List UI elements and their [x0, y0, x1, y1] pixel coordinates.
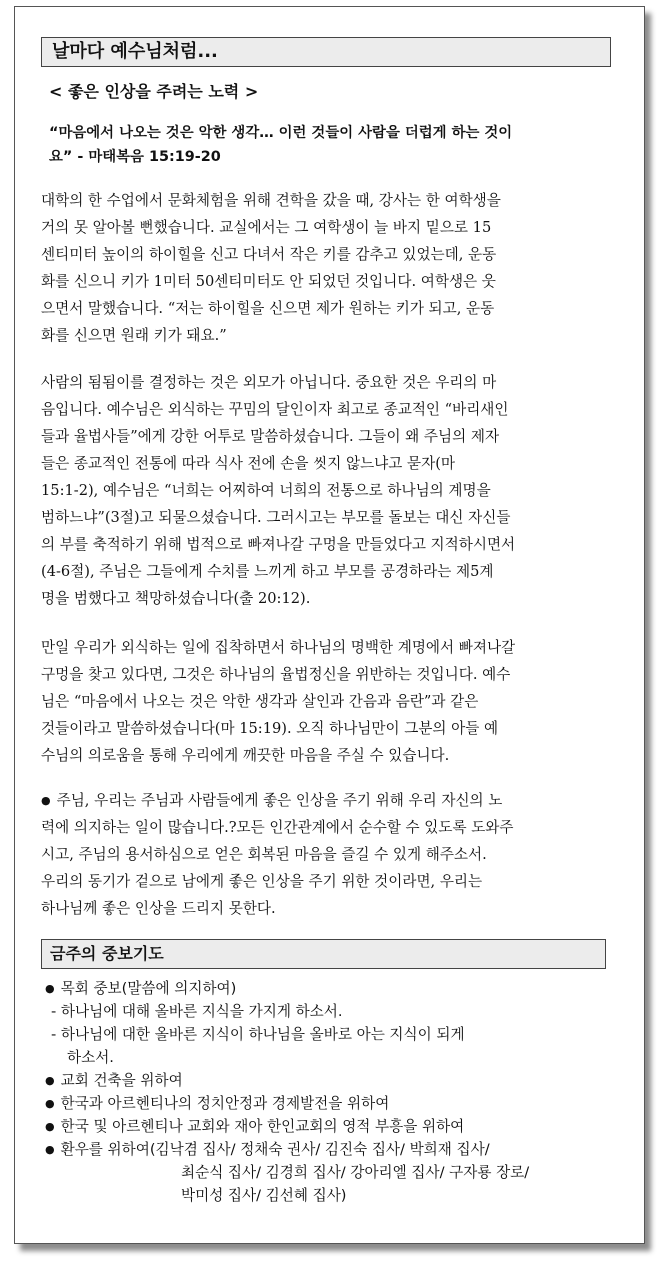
- list-item: [41, 1115, 622, 1138]
- bullet-icon: ●: [45, 982, 55, 995]
- bullet-icon: ●: [41, 794, 51, 807]
- text-line: 님은 “마음에서 나오는 것은 악한 생각과 살인과 간음과 음란”과 같은: [41, 693, 479, 710]
- list-item-text: 목회 중보(말씀에 의지하여): [60, 980, 237, 997]
- text-line: 의 부를 축적하기 위해 법적으로 빠져나갈 구멍을 만들었다고 지적하시면서: [41, 536, 516, 553]
- list-item-text: 환우를 위하여(김낙겸 집사/ 정채숙 권사/ 김진숙 집사/ 박희재 집사/: [60, 1141, 490, 1158]
- text-line: 구멍을 찾고 있다면, 그것은 하나님의 율법정신을 위반하는 것입니다. 예수: [41, 666, 511, 683]
- scripture-verse: [41, 121, 622, 169]
- paragraph-1: [41, 187, 622, 349]
- text-line: 시고, 주님의 용서하심으로 얻은 회복된 마음을 즐길 수 있게 해주소서.: [41, 846, 487, 863]
- text-line: 화를 신으니 키가 1미터 50센티미터도 안 되었던 것입니다. 여학생은 웃: [41, 273, 496, 290]
- text-line: 거의 못 알아볼 뻔했습니다. 교실에서는 그 여학생이 늘 바지 밑으로 15: [41, 219, 492, 236]
- list-item-continued: 최순식 집사/ 김경희 집사/ 강아리엘 집사/ 구자룡 장로/: [181, 1164, 530, 1181]
- prayer-section-header: [41, 939, 606, 969]
- text-line: 화를 신으면 원래 키가 돼요.”: [41, 327, 227, 344]
- bullet-icon: ●: [45, 1074, 55, 1087]
- paragraph-2: [41, 369, 622, 612]
- list-subitem-continued: 하소서.: [67, 1049, 114, 1066]
- text-line: 만일 우리가 외식하는 일에 집착하면서 하나님의 명백한 계명에서 빠져나갈: [41, 639, 516, 656]
- list-item: [41, 977, 622, 1000]
- list-item: [41, 1138, 622, 1161]
- text-line: 것들이라고 말씀하셨습니다(마 15:19). 오직 하나님만이 그분의 아들 예: [41, 720, 499, 737]
- text-line-content: 주님, 우리는 주님과 사람들에게 좋은 인상을 주기 위해 우리 자신의 노: [56, 792, 503, 809]
- text-line: 하나님께 좋은 인상을 드리지 못한다.: [41, 900, 276, 917]
- list-item-continued: 박미성 집사/ 김선혜 집사): [181, 1187, 347, 1204]
- bulletin-page: [14, 6, 645, 1244]
- bullet-icon: ●: [45, 1097, 55, 1110]
- section-title: 날마다 예수님처럼...: [52, 41, 218, 62]
- text-line: 대학의 한 수업에서 문화체험을 위해 견학을 갔을 때, 강사는 한 여학생을: [41, 192, 501, 209]
- list-item: [41, 1069, 622, 1092]
- prayer-list: [41, 977, 622, 1207]
- list-item: [41, 1092, 622, 1115]
- devotion-subtitle: < 좋은 인상을 주려는 노력 >: [49, 82, 259, 101]
- list-subitem: - 하나님에 대한 올바른 지식이 하나님을 올바로 아는 지식이 되게: [51, 1026, 465, 1043]
- list-item-text: 한국과 아르헨티나의 정치안정과 경제발전을 위하여: [60, 1095, 390, 1112]
- text-line: 15:1-2), 예수님은 “너희는 어찌하여 너희의 전통으로 하나님의 계명을: [41, 482, 491, 499]
- section-header: [41, 37, 611, 67]
- text-line: 센티미터 높이의 하이힐을 신고 다녀서 작은 키를 감추고 있었는데, 운동: [41, 246, 497, 263]
- list-item-text: 교회 건축을 위하여: [60, 1072, 183, 1089]
- verse-line: 요” - 마태복음 15:19-20: [49, 149, 221, 165]
- bullet-icon: ●: [45, 1143, 55, 1156]
- text-line: 음입니다. 예수님은 외식하는 꾸밈의 달인이자 최고로 종교적인 “바리새인: [41, 401, 509, 418]
- list-subitem: - 하나님에 대해 올바른 지식을 가지게 하소서.: [51, 1003, 343, 1020]
- text-line: 으면서 말했습니다. “저는 하이힐을 신으면 제가 원하는 키가 되고, 운동: [41, 300, 495, 317]
- text-line: 명을 범했다고 책망하셨습니다(출 20:12).: [41, 590, 311, 607]
- text-line: (4-6절), 주님은 그들에게 수치를 느끼게 하고 부모를 공경하라는 제5계: [41, 563, 494, 580]
- text-line: 우리의 동기가 겉으로 남에게 좋은 인상을 주기 위한 것이라면, 우리는: [41, 873, 483, 890]
- bullet-icon: ●: [45, 1120, 55, 1133]
- text-line: 들과 율법사들”에게 강한 어투로 말씀하셨습니다. 그들이 왜 주님의 제자: [41, 428, 500, 445]
- text-line: [41, 787, 622, 814]
- prayer-section-title: 금주의 중보기도: [50, 944, 164, 963]
- text-line: 력에 의지하는 일이 많습니다.?모든 인간관계에서 순수할 수 있도록 도와주: [41, 819, 514, 836]
- text-line: 범하느냐”(3절)고 되물으셨습니다. 그러시고는 부모를 돌보는 대신 자신들: [41, 509, 511, 526]
- list-item-text: 한국 및 아르헨티나 교회와 재아 한인교회의 영적 부흥을 위하여: [60, 1118, 465, 1135]
- text-line: 들은 종교적인 전통에 따라 식사 전에 손을 씻지 않느냐고 묻자(마: [41, 455, 455, 472]
- text-line: 수님의 의로움을 통해 우리에게 깨끗한 마음을 주실 수 있습니다.: [41, 747, 450, 764]
- prayer-paragraph: [41, 787, 622, 922]
- text-line: 사람의 됨됨이를 결정하는 것은 외모가 아닙니다. 중요한 것은 우리의 마: [41, 374, 497, 391]
- verse-line: “마음에서 나오는 것은 악한 생각… 이런 것들이 사람을 더럽게 하는 것이: [49, 125, 513, 141]
- paragraph-3: [41, 634, 622, 769]
